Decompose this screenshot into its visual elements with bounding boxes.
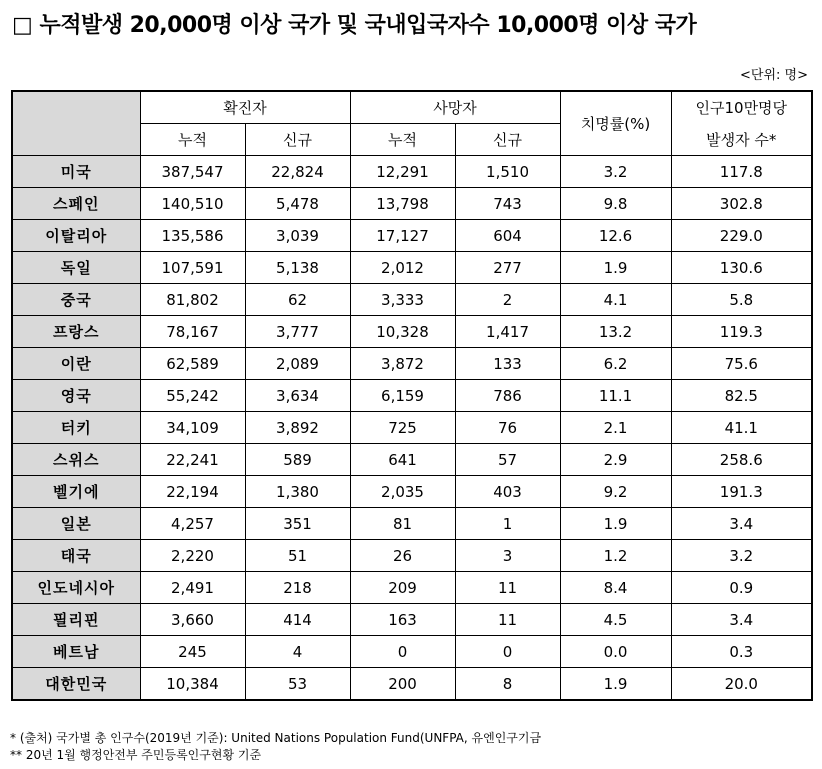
deaths-cumulative-cell: 163	[350, 604, 455, 636]
deaths-new-cell: 133	[455, 348, 560, 380]
deaths-new-cell: 1,417	[455, 316, 560, 348]
deaths-new-cell: 76	[455, 412, 560, 444]
confirmed-new-cell: 3,039	[245, 220, 350, 252]
country-cell: 이란	[12, 348, 140, 380]
fatality-rate-cell: 1.9	[560, 508, 671, 540]
confirmed-new-cell: 351	[245, 508, 350, 540]
per100k-cell: 3.4	[671, 604, 812, 636]
per100k-cell: 3.2	[671, 540, 812, 572]
header-deaths: 사망자	[350, 91, 560, 124]
per100k-cell: 302.8	[671, 188, 812, 220]
page-title: □ 누적발생 20,000명 이상 국가 및 국내입국자수 10,000명 이상 국가	[12, 13, 697, 38]
confirmed-new-cell: 3,777	[245, 316, 350, 348]
deaths-new-cell: 1	[455, 508, 560, 540]
fatality-rate-cell: 2.1	[560, 412, 671, 444]
fatality-rate-cell: 1.2	[560, 540, 671, 572]
confirmed-cumulative-cell: 62,589	[140, 348, 245, 380]
deaths-cumulative-cell: 209	[350, 572, 455, 604]
deaths-new-cell: 57	[455, 444, 560, 476]
deaths-cumulative-cell: 2,035	[350, 476, 455, 508]
confirmed-cumulative-cell: 2,491	[140, 572, 245, 604]
confirmed-cumulative-cell: 135,586	[140, 220, 245, 252]
table-row	[12, 636, 812, 668]
country-cell: 이탈리아	[12, 220, 140, 252]
fatality-rate-cell: 9.8	[560, 188, 671, 220]
confirmed-new-cell: 51	[245, 540, 350, 572]
fatality-rate-cell: 8.4	[560, 572, 671, 604]
fatality-rate-cell: 3.2	[560, 156, 671, 188]
header-confirmed-new: 신규	[245, 124, 350, 156]
country-cell: 스위스	[12, 444, 140, 476]
deaths-new-cell: 2	[455, 284, 560, 316]
confirmed-cumulative-cell: 78,167	[140, 316, 245, 348]
fatality-rate-cell: 2.9	[560, 444, 671, 476]
deaths-cumulative-cell: 17,127	[350, 220, 455, 252]
fatality-rate-cell: 4.5	[560, 604, 671, 636]
per100k-cell: 82.5	[671, 380, 812, 412]
table-row	[12, 412, 812, 444]
deaths-new-cell: 403	[455, 476, 560, 508]
confirmed-new-cell: 5,478	[245, 188, 350, 220]
fatality-rate-cell: 0.0	[560, 636, 671, 668]
confirmed-cumulative-cell: 22,241	[140, 444, 245, 476]
footnote-source: * (출처) 국가별 총 인구수(2019년 기준): United Nations Population Fund(UNFPA, 유엔인구기금	[10, 731, 542, 745]
header-confirmed-cumulative: 누적	[140, 124, 245, 156]
table-row	[12, 508, 812, 540]
confirmed-cumulative-cell: 387,547	[140, 156, 245, 188]
deaths-cumulative-cell: 725	[350, 412, 455, 444]
per100k-cell: 0.9	[671, 572, 812, 604]
confirmed-new-cell: 414	[245, 604, 350, 636]
deaths-cumulative-cell: 200	[350, 668, 455, 701]
country-cell: 인도네시아	[12, 572, 140, 604]
deaths-new-cell: 604	[455, 220, 560, 252]
table-body	[12, 156, 812, 701]
confirmed-cumulative-cell: 22,194	[140, 476, 245, 508]
fatality-rate-cell: 6.2	[560, 348, 671, 380]
table-row	[12, 284, 812, 316]
confirmed-cumulative-cell: 81,802	[140, 284, 245, 316]
table-row	[12, 540, 812, 572]
confirmed-new-cell: 3,634	[245, 380, 350, 412]
footnote-korea: ** 20년 1월 행정안전부 주민등록인구현황 기준	[10, 748, 262, 762]
header-deaths-cumulative: 누적	[350, 124, 455, 156]
confirmed-cumulative-cell: 2,220	[140, 540, 245, 572]
per100k-cell: 258.6	[671, 444, 812, 476]
country-cell: 중국	[12, 284, 140, 316]
confirmed-new-cell: 22,824	[245, 156, 350, 188]
confirmed-new-cell: 3,892	[245, 412, 350, 444]
country-cell: 일본	[12, 508, 140, 540]
table-row	[12, 444, 812, 476]
table-row	[12, 316, 812, 348]
table-row	[12, 188, 812, 220]
header-per100k-line1: 인구10만명당	[671, 91, 812, 124]
table-row	[12, 348, 812, 380]
confirmed-new-cell: 218	[245, 572, 350, 604]
table-row	[12, 572, 812, 604]
country-cell: 벨기에	[12, 476, 140, 508]
country-cell: 베트남	[12, 636, 140, 668]
per100k-cell: 117.8	[671, 156, 812, 188]
country-cell: 영국	[12, 380, 140, 412]
deaths-new-cell: 0	[455, 636, 560, 668]
fatality-rate-cell: 4.1	[560, 284, 671, 316]
confirmed-new-cell: 589	[245, 444, 350, 476]
per100k-cell: 191.3	[671, 476, 812, 508]
footnotes	[10, 730, 541, 764]
deaths-cumulative-cell: 26	[350, 540, 455, 572]
confirmed-cumulative-cell: 10,384	[140, 668, 245, 701]
deaths-cumulative-cell: 641	[350, 444, 455, 476]
deaths-cumulative-cell: 6,159	[350, 380, 455, 412]
header-fatality-rate: 치명률(%)	[560, 91, 671, 156]
table-row	[12, 252, 812, 284]
fatality-rate-cell: 1.9	[560, 668, 671, 701]
confirmed-new-cell: 62	[245, 284, 350, 316]
confirmed-cumulative-cell: 4,257	[140, 508, 245, 540]
deaths-cumulative-cell: 12,291	[350, 156, 455, 188]
deaths-new-cell: 1,510	[455, 156, 560, 188]
confirmed-cumulative-cell: 245	[140, 636, 245, 668]
header-confirmed: 확진자	[140, 91, 350, 124]
header-corner-cell	[12, 91, 140, 156]
per100k-cell: 229.0	[671, 220, 812, 252]
confirmed-new-cell: 2,089	[245, 348, 350, 380]
confirmed-new-cell: 1,380	[245, 476, 350, 508]
deaths-cumulative-cell: 3,872	[350, 348, 455, 380]
confirmed-cumulative-cell: 55,242	[140, 380, 245, 412]
confirmed-cumulative-cell: 107,591	[140, 252, 245, 284]
deaths-new-cell: 11	[455, 604, 560, 636]
fatality-rate-cell: 13.2	[560, 316, 671, 348]
deaths-new-cell: 8	[455, 668, 560, 701]
fatality-rate-cell: 11.1	[560, 380, 671, 412]
deaths-cumulative-cell: 2,012	[350, 252, 455, 284]
fatality-rate-cell: 12.6	[560, 220, 671, 252]
per100k-cell: 75.6	[671, 348, 812, 380]
deaths-cumulative-cell: 3,333	[350, 284, 455, 316]
header-deaths-new: 신규	[455, 124, 560, 156]
country-cell: 프랑스	[12, 316, 140, 348]
country-cell: 대한민국	[12, 668, 140, 701]
country-cell: 터키	[12, 412, 140, 444]
per100k-cell: 0.3	[671, 636, 812, 668]
confirmed-cumulative-cell: 140,510	[140, 188, 245, 220]
country-cell: 필리핀	[12, 604, 140, 636]
deaths-new-cell: 11	[455, 572, 560, 604]
per100k-cell: 20.0	[671, 668, 812, 701]
deaths-new-cell: 786	[455, 380, 560, 412]
confirmed-cumulative-cell: 3,660	[140, 604, 245, 636]
header-per100k-line2: 발생자 수*	[671, 124, 812, 156]
deaths-new-cell: 743	[455, 188, 560, 220]
deaths-cumulative-cell: 81	[350, 508, 455, 540]
table-row	[12, 604, 812, 636]
per100k-cell: 3.4	[671, 508, 812, 540]
confirmed-new-cell: 4	[245, 636, 350, 668]
country-cell: 태국	[12, 540, 140, 572]
deaths-cumulative-cell: 13,798	[350, 188, 455, 220]
table-row	[12, 476, 812, 508]
per100k-cell: 130.6	[671, 252, 812, 284]
unit-label: <단위: 명>	[740, 68, 808, 83]
country-cell: 독일	[12, 252, 140, 284]
per100k-cell: 119.3	[671, 316, 812, 348]
confirmed-cumulative-cell: 34,109	[140, 412, 245, 444]
deaths-new-cell: 3	[455, 540, 560, 572]
table-row	[12, 668, 812, 701]
fatality-rate-cell: 9.2	[560, 476, 671, 508]
per100k-cell: 41.1	[671, 412, 812, 444]
country-cell: 미국	[12, 156, 140, 188]
statistics-table	[11, 90, 813, 701]
deaths-new-cell: 277	[455, 252, 560, 284]
per100k-cell: 5.8	[671, 284, 812, 316]
country-cell: 스페인	[12, 188, 140, 220]
deaths-cumulative-cell: 10,328	[350, 316, 455, 348]
fatality-rate-cell: 1.9	[560, 252, 671, 284]
table-row	[12, 220, 812, 252]
confirmed-new-cell: 5,138	[245, 252, 350, 284]
table-row	[12, 156, 812, 188]
table-row	[12, 380, 812, 412]
confirmed-new-cell: 53	[245, 668, 350, 701]
deaths-cumulative-cell: 0	[350, 636, 455, 668]
